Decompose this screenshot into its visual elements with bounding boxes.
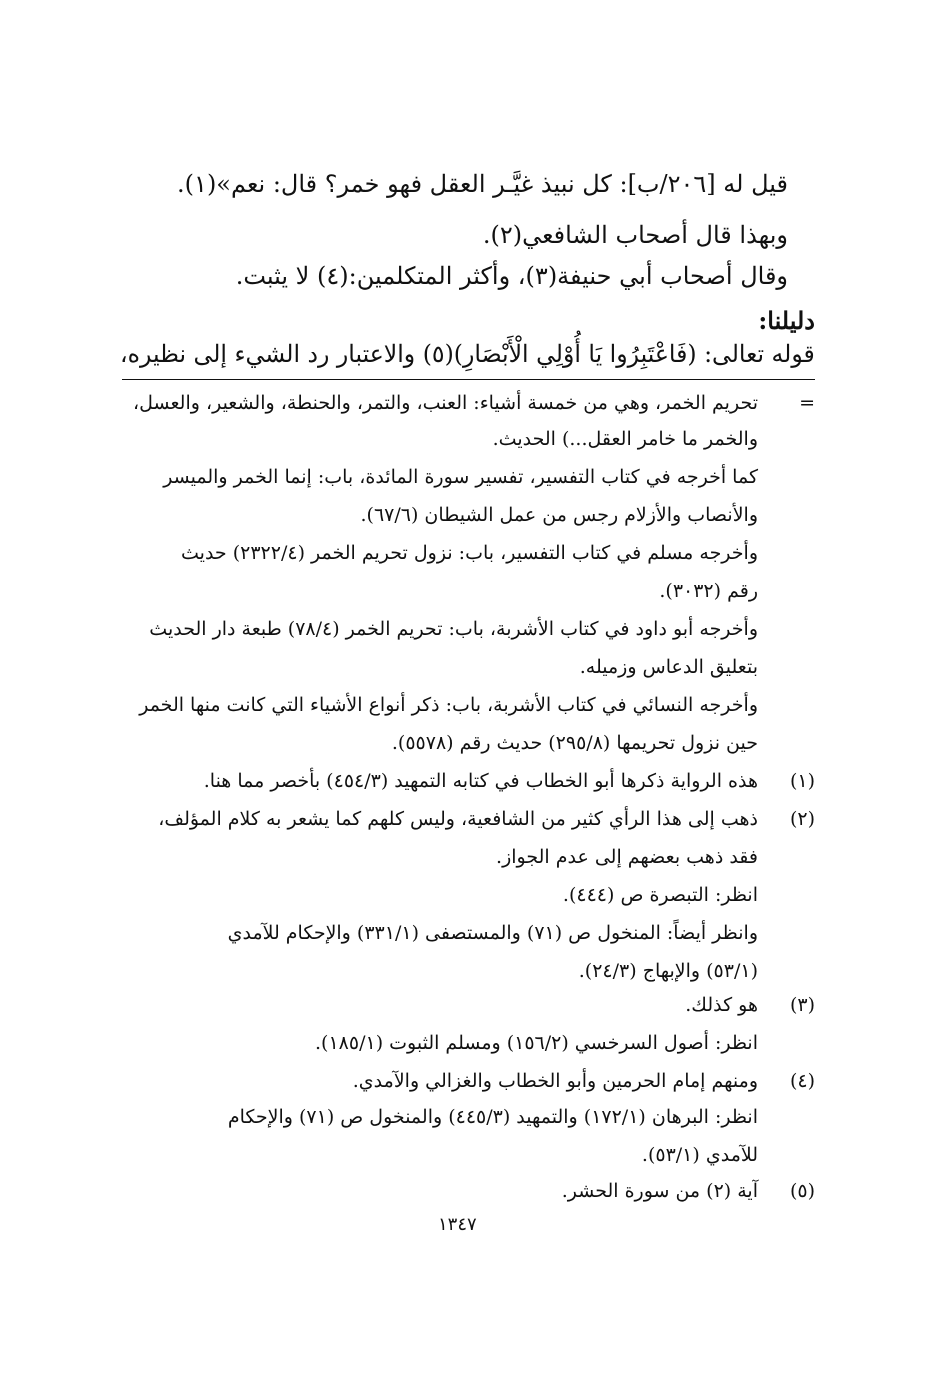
section-heading: دليلنا: [758,306,815,335]
footnote-5-line-1: آية (٢) من سورة الحشر. [561,1180,758,1202]
footnote-3-line-1: هو كذلك. [685,994,758,1016]
footnote-number-3: (٣) [789,994,815,1016]
footnote-number-4: (٤) [789,1070,815,1092]
footnote-1-line-1: هذه الرواية ذكرها أبو الخطاب في كتابه التمهيد (٤٥٤/٣) بأخصر مما هنا. [203,770,758,792]
footnote-2-line-3: انظر: التبصرة ص (٤٤٤). [562,884,758,906]
footnote-2-line-4: وانظر أيضاً: المنخول ص (٧١) والمستصفى (٣٣١/١) والإحكام للآمدي [227,922,758,944]
footnote-continuation-line-6: رقم (٣٠٣٢). [659,580,758,602]
footnote-continuation-line-1: تحريم الخمر، وهي من خمسة أشياء: العنب، والتمر، والحنطة، والشعير، والعسل، [133,392,758,414]
footnote-continuation-line-7: وأخرجه أبو داود في كتاب الأشربة، باب: تحريم الخمر (٧٨/٤) طبعة دار الحديث [149,618,758,640]
footnote-divider [122,379,815,380]
body-line-3: وقال أصحاب أبي حنيفة(٣)، وأكثر المتكلمين:(٤) لا يثبت. [235,262,788,290]
footnote-continuation-line-9: وأخرجه النسائي في كتاب الأشربة، باب: ذكر أنواع الأشياء التي كانت منها الخمر [139,694,758,716]
footnote-4-line-3: للآمدي (٥٣/١). [641,1144,758,1166]
footnote-number-5: (٥) [789,1180,815,1202]
body-line-2: وبهذا قال أصحاب الشافعي(٢). [482,221,788,249]
footnote-2-line-5: (٥٣/١) والإبهاج (٢٤/٣). [578,960,758,982]
footnote-4-line-2: انظر: البرهان (١٧٢/١) والتمهيد (٤٤٥/٣) والمنخول ص (٧١) والإحكام [227,1106,758,1128]
footnote-4-line-1: ومنهم إمام الحرمين وأبو الخطاب والغزالي والآمدي. [352,1070,758,1092]
footnote-number-1: (١) [789,770,815,792]
footnote-3-line-2: انظر: أصول السرخسي (١٥٦/٢) ومسلم الثبوت (١٨٥/١). [315,1032,758,1054]
footnote-2-line-1: ذهب إلى هذا الرأي كثير من الشافعية، وليس كلهم كما يشعر به كلام المؤلف، [158,808,758,830]
footnote-continuation-line-10: حين نزول تحريمها (٢٩٥/٨) حديث رقم (٥٥٧٨). [391,732,758,754]
page-number: ١٣٤٧ [438,1214,477,1235]
footnote-continuation-line-8: بتعليق الدعاس وزميله. [579,656,758,678]
footnote-continuation-line-3: كما أخرجه في كتاب التفسير، تفسير سورة المائدة، باب: إنما الخمر والميسر [163,466,758,488]
footnote-continuation-line-5: وأخرجه مسلم في كتاب التفسير، باب: نزول تحريم الخمر (٢٣٢٢/٤) حديث [181,542,758,564]
footnote-number-2: (٢) [789,808,815,830]
body-line-1: قيل له [٢٠٦/ب]: كل نبيذ غيَّـر العقل فهو خمر؟ قال: نعم»(١). [177,170,788,198]
body-line-4: قوله تعالى: (فَاعْتَبِرُوا يَا أُوْلِي الْأَبْصَارِ)(٥) والاعتبار رد الشيء إلى نظيره، [120,340,815,368]
footnote-continuation-line-4: والأنصاب والأزلام رجس من عمل الشيطان (٦٧/٦). [360,504,758,526]
footnote-2-line-2: فقد ذهب بعضهم إلى عدم الجواز. [496,846,758,868]
continuation-marker: = [799,392,815,414]
footnote-continuation-line-2: والخمر ما خامر العقل...) الحديث. [492,428,758,450]
